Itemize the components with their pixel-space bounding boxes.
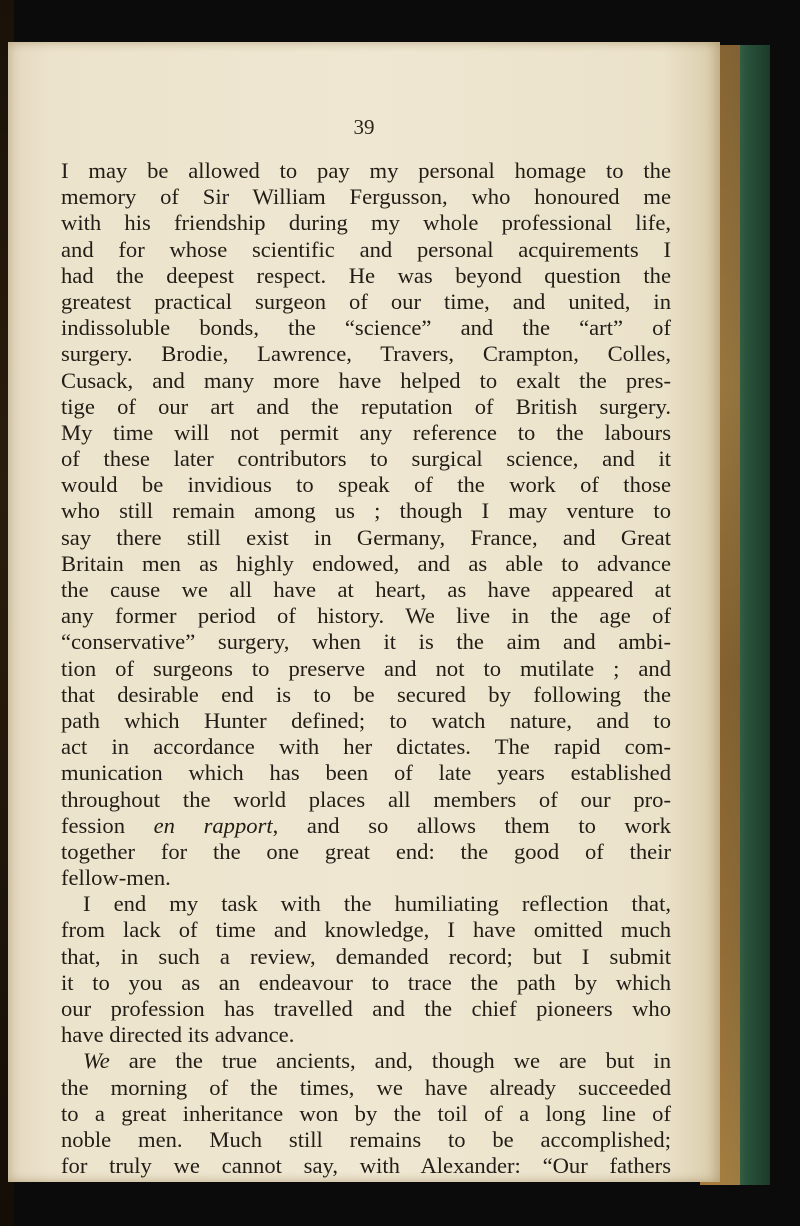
text-line <box>61 656 671 682</box>
text-segment: together for the one great end: the good of their <box>61 838 671 864</box>
text-line <box>61 865 671 891</box>
text-segment: I may be allowed to pay my personal homage to the <box>61 158 671 183</box>
text-line <box>61 263 671 289</box>
text-line <box>61 420 671 446</box>
text-line <box>61 629 671 655</box>
text-line <box>61 839 671 865</box>
text-segment: say there still exist in Germany, France, and Great <box>61 524 671 550</box>
text-line <box>61 237 671 263</box>
text-segment: it to you as an endeavour to trace the path by which <box>61 969 671 995</box>
text-line <box>61 944 671 970</box>
text-line <box>61 787 671 813</box>
text-segment: have directed its advance. <box>61 1022 295 1048</box>
text-line <box>61 1127 671 1153</box>
text-segment: had the deepest respect. He was beyond question the <box>61 262 671 288</box>
text-line <box>61 394 671 420</box>
text-segment: path which Hunter defined; to watch nature, and to <box>61 707 671 733</box>
text-segment: with his friendship during my whole professional life, <box>61 210 671 236</box>
text-segment: , and so allows them to work <box>272 812 671 838</box>
text-segment: throughout the world places all members of our pro- <box>61 786 671 812</box>
text-segment: from lack of time and knowledge, I have omitted much <box>61 917 671 943</box>
text-segment: who still remain among us ; though I may venture to <box>61 498 671 524</box>
text-line <box>61 1153 671 1179</box>
text-segment: We <box>83 1048 110 1074</box>
text-line <box>61 1048 671 1074</box>
text-line <box>61 446 671 472</box>
text-segment: of these later contributors to surgical science, and it <box>61 446 671 472</box>
text-line <box>61 341 671 367</box>
text-segment: would be invidious to speak of the work of those <box>61 472 671 498</box>
text-segment: My time will not permit any reference to the labours <box>61 419 671 445</box>
text-line <box>61 289 671 315</box>
text-segment: act in accordance with her dictates. The rapid com- <box>61 734 671 760</box>
text-segment: memory of Sir William Fergusson, who honoured me <box>61 184 671 210</box>
text-segment: our profession has travelled and the chief pioneers who <box>61 996 671 1021</box>
text-line <box>61 551 671 577</box>
text-line <box>61 760 671 786</box>
text-line <box>61 970 671 996</box>
text-line <box>61 577 671 603</box>
text-segment: that desirable end is to be secured by following the <box>61 681 671 707</box>
text-line <box>61 996 671 1022</box>
text-segment: greatest practical surgeon of our time, and united, in <box>61 288 671 314</box>
text-segment: any former period of history. We live in the age of <box>61 603 671 629</box>
text-segment: for truly we cannot say, with Alexander: “Our fathers <box>61 1153 671 1179</box>
text-segment: fellow-men. <box>61 865 171 891</box>
text-segment: en rapport <box>153 812 273 838</box>
text-segment: Britain men as highly endowed, and as able to advance <box>61 550 671 576</box>
text-line <box>61 708 671 734</box>
text-segment: tion of surgeons to preserve and not to mutilate ; and <box>61 655 671 681</box>
text-line <box>61 315 671 341</box>
page-number: 39 <box>353 115 375 139</box>
text-segment: munication which has been of late years established <box>61 760 671 786</box>
text-segment: that, in such a review, demanded record; but I submit <box>61 943 671 969</box>
text-segment: fession <box>61 812 154 838</box>
text-segment: to a great inheritance won by the toil of a long line of <box>61 1100 671 1126</box>
page-sheet <box>8 42 720 1182</box>
text-line <box>61 891 671 917</box>
text-segment: the cause we all have at heart, as have appeared at <box>61 577 671 602</box>
text-line <box>61 472 671 498</box>
text-segment: “conservative” surgery, when it is the aim and ambi- <box>61 629 671 655</box>
text-segment: are the true ancients, and, though we are but in <box>109 1048 671 1074</box>
text-line <box>61 734 671 760</box>
text-segment: and for whose scientific and personal acquirements I <box>61 236 671 262</box>
text-line <box>61 210 671 236</box>
text-line <box>61 498 671 524</box>
text-line <box>61 1075 671 1101</box>
text-segment: the morning of the times, we have already succeeded <box>61 1074 671 1100</box>
text-segment: I end my task with the humiliating reflection that, <box>83 891 671 917</box>
text-line <box>61 1022 671 1048</box>
text-segment: tige of our art and the reputation of British surgery. <box>61 393 671 419</box>
text-segment: surgery. Brodie, Lawrence, Travers, Crampton, Colles, <box>61 341 671 367</box>
text-line <box>61 158 671 184</box>
text-line <box>61 917 671 943</box>
text-line <box>61 184 671 210</box>
text-segment: noble men. Much still remains to be accomplished; <box>61 1126 671 1152</box>
body-text <box>61 158 671 1179</box>
text-line <box>61 813 671 839</box>
text-line <box>61 682 671 708</box>
text-line <box>61 603 671 629</box>
text-segment: indissoluble bonds, the “science” and the “art” of <box>61 315 671 341</box>
text-line <box>61 368 671 394</box>
text-line <box>61 525 671 551</box>
text-line <box>61 1101 671 1127</box>
text-segment: Cusack, and many more have helped to exalt the pres- <box>61 367 671 393</box>
